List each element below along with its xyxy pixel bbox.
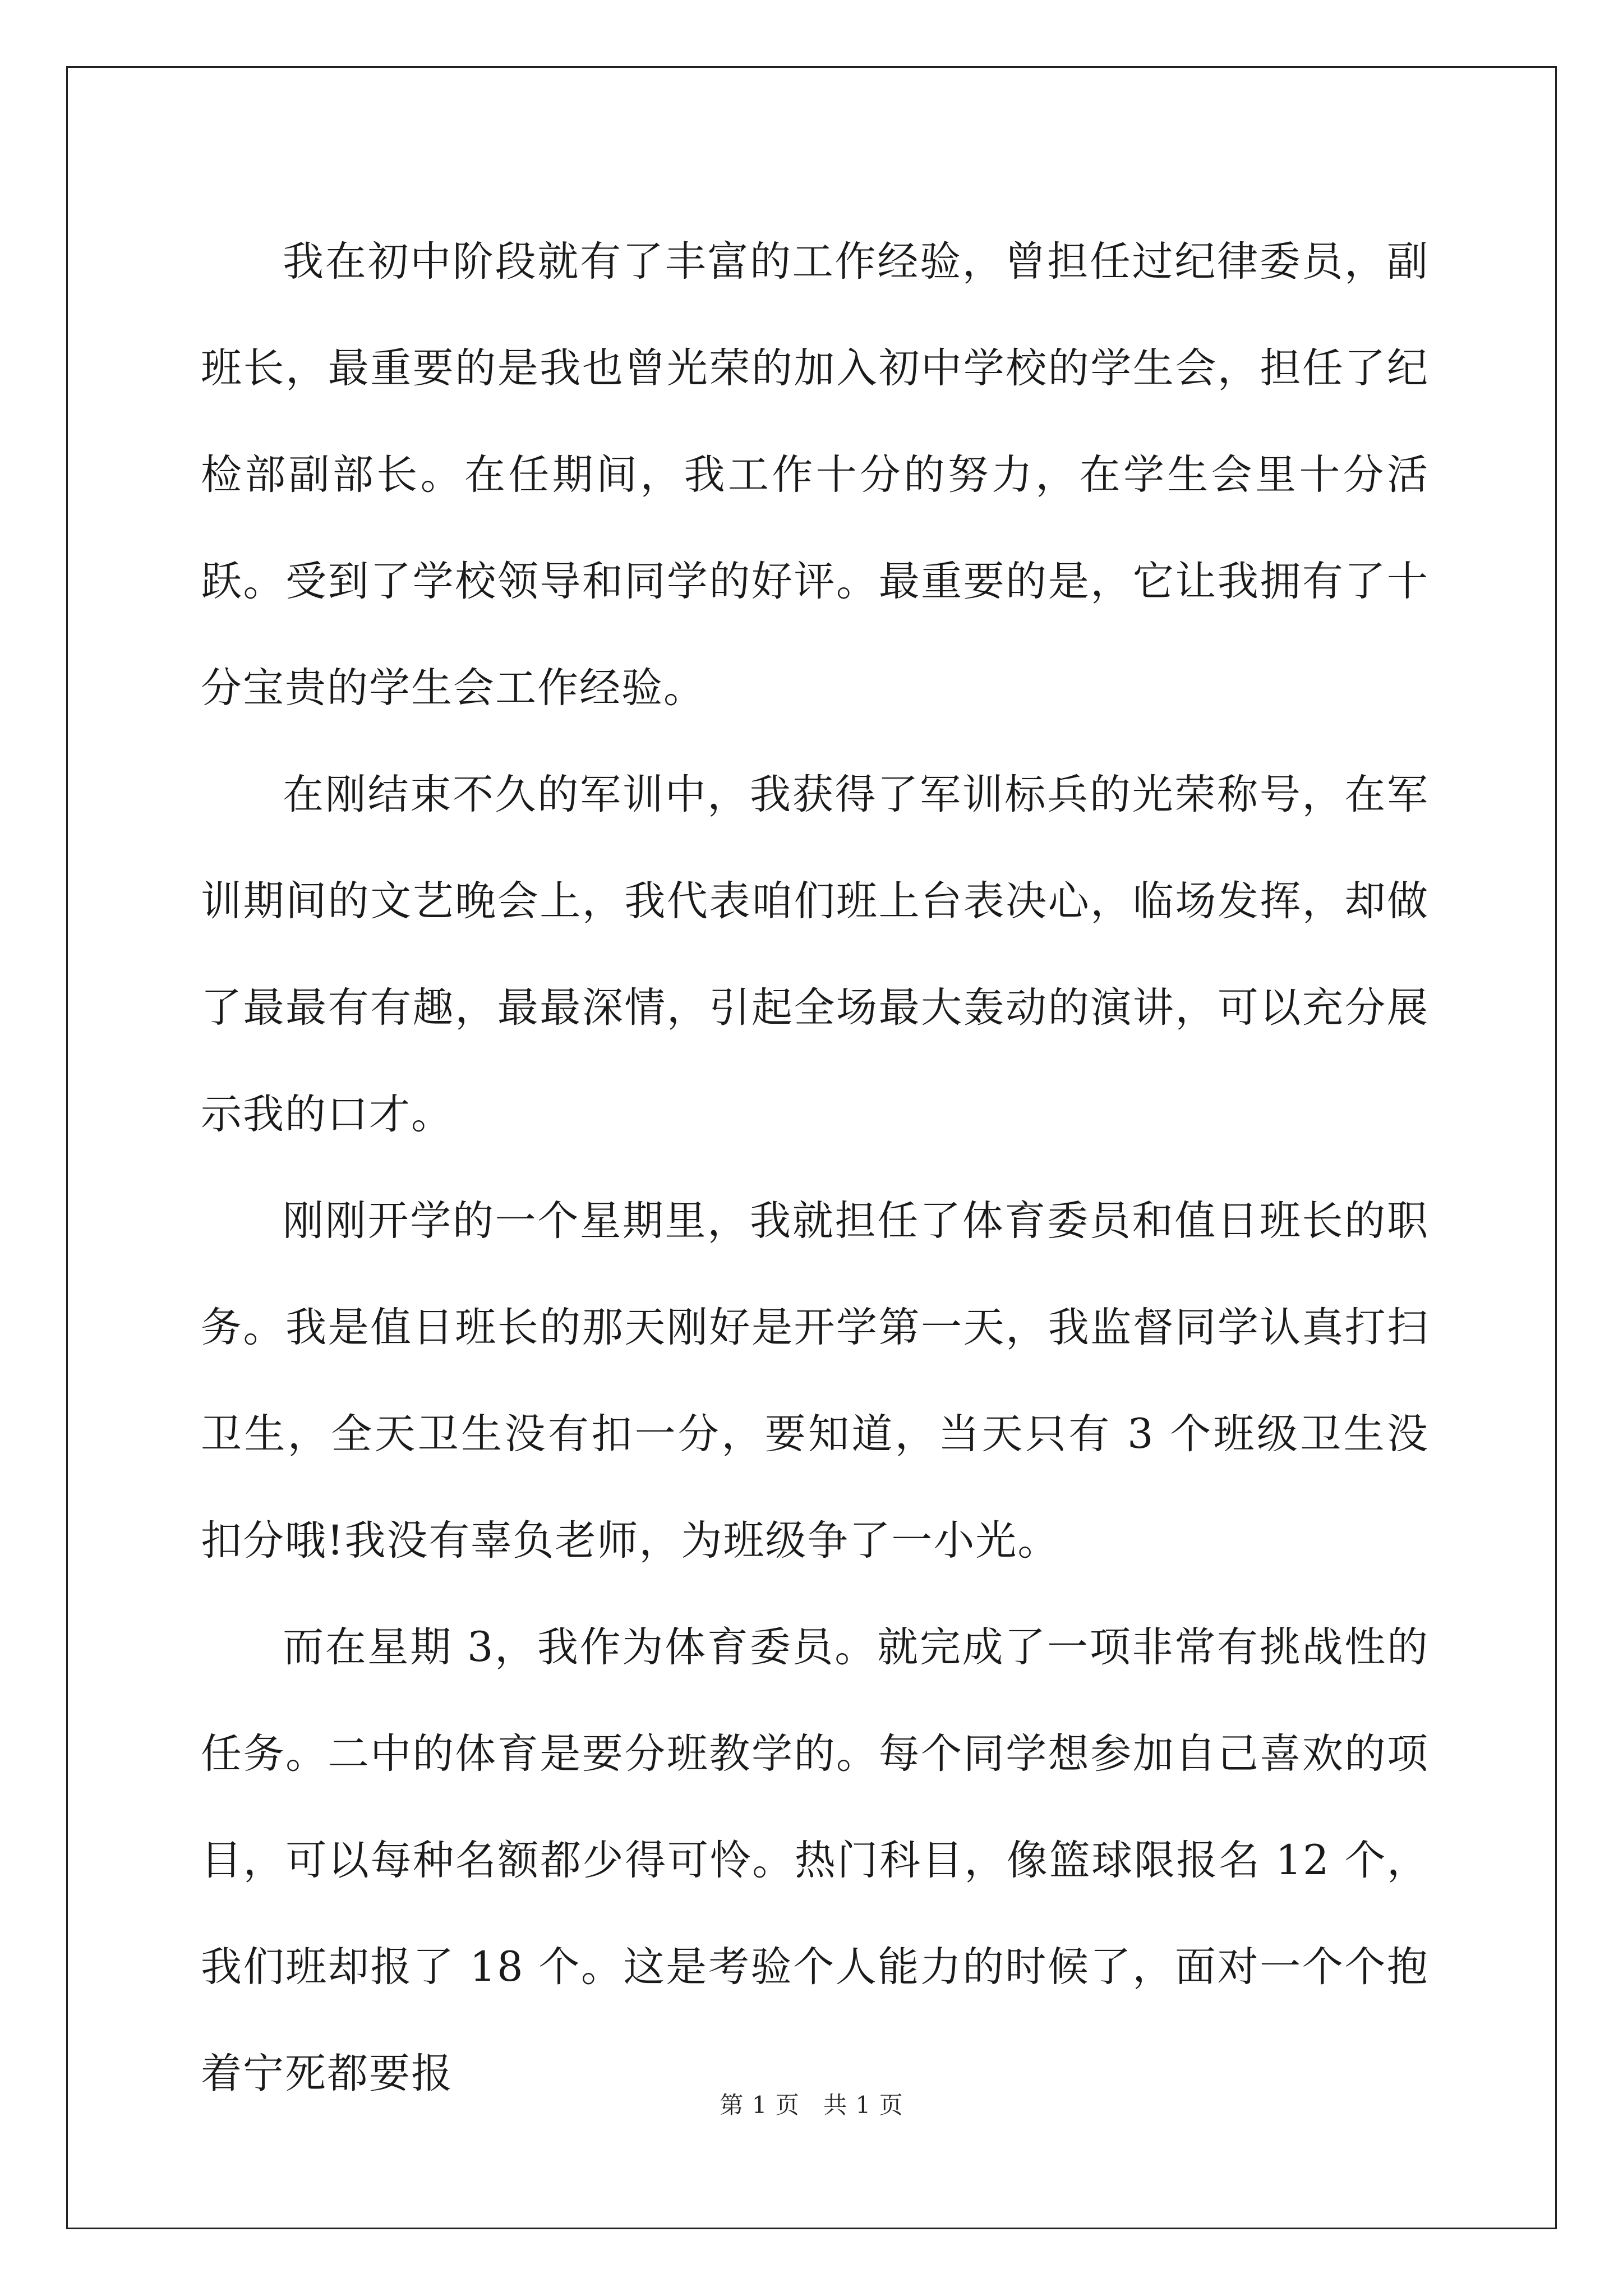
paragraph-4: 而在星期 3，我作为体育委员。就完成了一项非常有挑战性的任务。二中的体育是要分班教学的。每个同学想参加自己喜欢的项目，可以每种名额都少得可怜。热门科目，像篮球限报名 12 个，我们班却报了 18 个。这是考验个人能力的时候了，面对一个个抱着宁死都要报 [201, 1623, 1429, 2097]
page-number-current: 第 1 页 [720, 2091, 800, 2119]
paragraph-2: 在刚结束不久的军训中，我获得了军训标兵的光荣称号，在军训期间的文艺晚会上，我代表咱们班上台表决心，临场发挥，却做了最最有有趣，最最深情，引起全场最大轰动的演讲，可以充分展示我的口才。 [201, 771, 1429, 1138]
page-number-total: 共 1 页 [823, 2091, 903, 2119]
document-body [201, 209, 1429, 2127]
paragraph-3: 刚刚开学的一个星期里，我就担任了体育委员和值日班长的职务。我是值日班长的那天刚好是开学第一天，我监督同学认真打扫卫生，全天卫生没有扣一分，要知道，当天只有 3 个班级卫生没扣分哦!我没有辜负老师，为班级争了一小光。 [201, 1197, 1429, 1565]
paragraph-1: 我在初中阶段就有了丰富的工作经验，曾担任过纪律委员，副班长，最重要的是我也曾光荣的加入初中学校的学生会，担任了纪检部副部长。在任期间，我工作十分的努力，在学生会里十分活跃。受到了学校领导和同学的好评。最重要的是，它让我拥有了十分宝贵的学生会工作经验。 [201, 238, 1429, 712]
page-footer [0, 2087, 1623, 2120]
